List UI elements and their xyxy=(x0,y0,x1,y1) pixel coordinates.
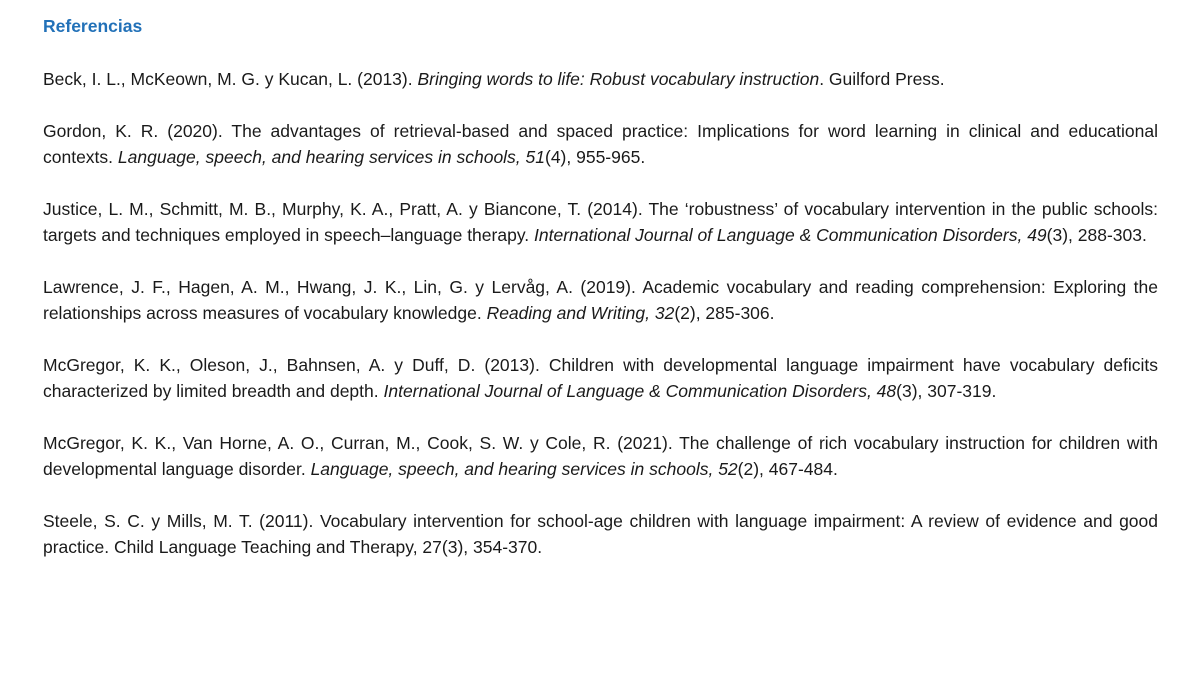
reference-item xyxy=(43,66,1158,92)
references-page xyxy=(43,12,1158,586)
reference-text: Justice, L. M., Schmitt, M. B., Murphy, K. A., Pratt, A. y Biancone, T. (2014). The ‘robustness’ of vocabulary intervention in the public schools: targets and techniques employed in speech–language therapy. xyxy=(43,199,1158,245)
reference-list xyxy=(43,66,1158,560)
reference-title: Reading and Writing, 32 xyxy=(486,303,675,323)
reference-title: Language, speech, and hearing services in schools, 52 xyxy=(310,459,738,479)
reference-text: Lawrence, J. F., Hagen, A. M., Hwang, J. K., Lin, G. y Lervåg, A. (2019). Academic vocabulary and reading comprehension: Exploring the relationships across measures of vocabulary knowledge. xyxy=(43,277,1158,323)
reference-suffix: (2), 467-484. xyxy=(737,459,838,479)
reference-suffix: (2), 285-306. xyxy=(674,303,775,323)
reference-suffix: (3), 307-319. xyxy=(896,381,997,401)
reference-title: Bringing words to life: Robust vocabulary instruction xyxy=(417,69,820,89)
reference-item xyxy=(43,196,1158,248)
section-heading: Referencias xyxy=(43,16,143,36)
reference-title: Language, speech, and hearing services in schools, 51 xyxy=(117,147,545,167)
reference-suffix: (4), 955-965. xyxy=(545,147,646,167)
reference-item xyxy=(43,352,1158,404)
reference-item xyxy=(43,274,1158,326)
reference-title: International Journal of Language & Communication Disorders, 48 xyxy=(383,381,897,401)
reference-text: McGregor, K. K., Van Horne, A. O., Curran, M., Cook, S. W. y Cole, R. (2021). The challenge of rich vocabulary instruction for children with developmental language disorder. xyxy=(43,433,1158,479)
reference-suffix: . Guilford Press. xyxy=(819,69,945,89)
reference-title: International Journal of Language & Communication Disorders, 49 xyxy=(534,225,1047,245)
reference-text: Beck, I. L., McKeown, M. G. y Kucan, L. (2013). xyxy=(43,69,418,89)
reference-text: McGregor, K. K., Oleson, J., Bahnsen, A. y Duff, D. (2013). Children with developmental language impairment have vocabulary deficits characterized by limited breadth and depth. xyxy=(43,355,1158,401)
reference-text: Gordon, K. R. (2020). The advantages of retrieval-based and spaced practice: Implications for word learning in clinical and educational contexts. xyxy=(43,121,1158,167)
reference-text: Steele, S. C. y Mills, M. T. (2011). Vocabulary intervention for school-age children with language impairment: A review of evidence and good practice. Child Language Teaching and Therapy, 27(3), 354-370. xyxy=(43,511,1158,557)
reference-item xyxy=(43,118,1158,170)
reference-suffix: (3), 288-303. xyxy=(1046,225,1147,245)
reference-item xyxy=(43,430,1158,482)
reference-item xyxy=(43,508,1158,560)
